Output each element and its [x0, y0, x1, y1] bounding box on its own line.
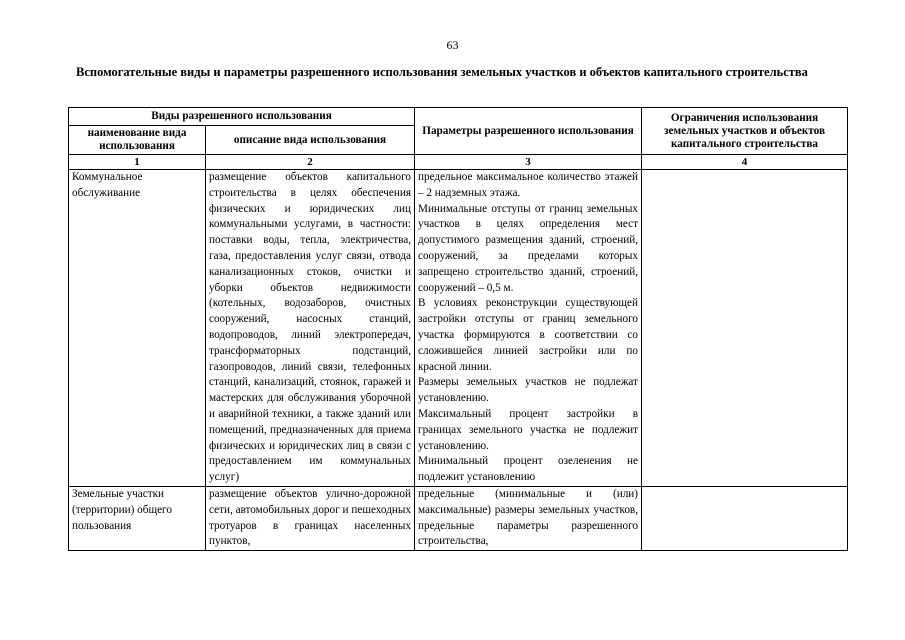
header-params: Параметры разрешенного использования — [415, 108, 642, 155]
use-description-cell: размещение объектов улично-дорожной сети, автомобильных дорог и пешеходных тротуаров в границах населенных пунктов, — [206, 486, 415, 550]
use-name-cell: Земельные участки (территории) общего пользования — [69, 486, 206, 550]
param-plot-size: Размеры земельных участков не подлежат установлению. — [418, 376, 638, 405]
use-description-cell: размещение объектов капитального строительства в целях обеспечения физических и юридических лиц коммунальными услугами, в частности: поставки воды, тепла, электричества, газа, предоставления услуг связи, отвода канализационных стоков, очистки и уборки объектов недвижимости (котельных, водозаборов, очистных сооружений, насосных станций, водопроводов, линий электропередач, трансформаторных подстанций, газопроводов, линий связи, телефонных станций, канализаций, стоянок, гаражей и мастерских для обслуживания уборочной и аварийной техники, а также зданий или помещений, предназначенных для приема физических и юридических лиц в связи с предоставлением им коммунальных услуг) — [206, 170, 415, 487]
col-number-3: 3 — [415, 155, 642, 170]
permitted-use-table — [68, 107, 848, 551]
param-green-percent: Минимальный процент озеленения не подлежит установлению — [418, 455, 638, 484]
limits-cell — [642, 170, 848, 487]
param-build-percent: Максимальный процент застройки в границах земельного участка не подлежит установлению. — [418, 407, 638, 452]
param-floors: предельное максимальное количество этажей – 2 надземных этажа. — [418, 171, 638, 199]
param-reconstruction: В условиях реконструкции существующей застройки отступы от границ земельного участка формируются в соответствии со сложившейся линией застройки или по красной линии. — [418, 297, 638, 373]
col-number-2: 2 — [206, 155, 415, 170]
param-setbacks: Минимальные отступы от границ земельных участков в целях определения мест допустимого размещения зданий, строений, сооружений, за пределами которых запрещено строительство зданий, строений, сооружений – 0,5 м. — [418, 202, 638, 294]
col-number-4: 4 — [642, 155, 848, 170]
header-use-description: описание вида использования — [206, 126, 415, 155]
use-name-cell: Коммунальное обслуживание — [69, 170, 206, 487]
header-use-name: наименование вида использования — [69, 126, 206, 155]
params-cell — [415, 170, 642, 487]
limits-cell — [642, 486, 848, 550]
header-use-types: Виды разрешенного использования — [69, 108, 415, 126]
table-row — [69, 170, 848, 487]
col-number-1: 1 — [69, 155, 206, 170]
document-title: Вспомогательные виды и параметры разрешенного использования земельных участков и объектов капитального строительства — [76, 65, 808, 79]
params-cell: предельные (минимальные и (или) максимальные) размеры земельных участков, предельные параметры разрешенного строительства, — [415, 486, 642, 550]
page-number: 63 — [446, 38, 459, 52]
table-row — [69, 486, 848, 550]
header-limits: Ограничения использования земельных участков и объектов капитального строительства — [642, 108, 848, 155]
